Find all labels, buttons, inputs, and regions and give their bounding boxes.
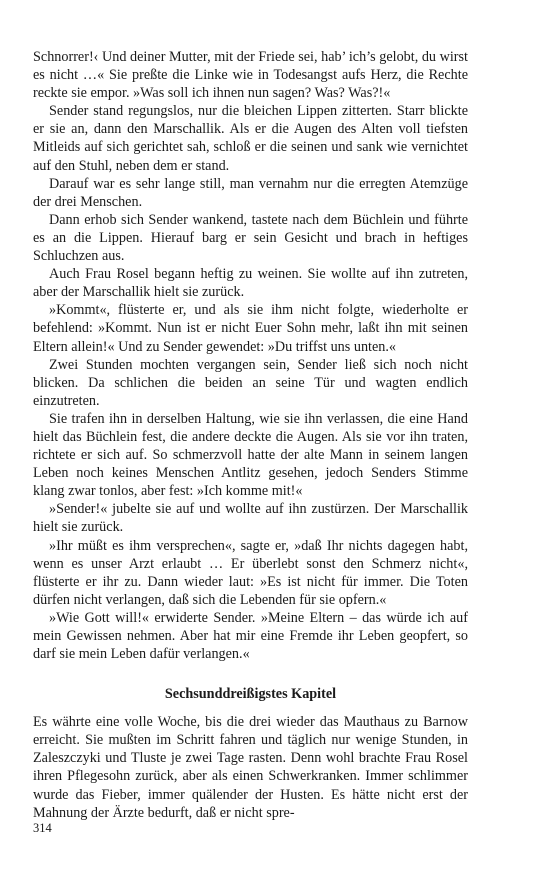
paragraph: Schnorrer!‹ Und deiner Mutter, mit der Friede sei, hab’ ich’s gelobt, du wirst es nicht …« Sie preßte die Linke wie in Todesangst aufs Herz, die Rechte reckte sie empor. »Was soll ich ihnen nun sagen? Was? Was?!« xyxy=(33,49,468,102)
paragraph: »Sender!« jubelte sie auf und wollte auf ihn zustürzen. Der Marschallik hielt sie zurück. xyxy=(33,501,468,536)
paragraph: »Ihr müßt es ihm versprechen«, sagte er, »daß Ihr nichts dagegen habt, wenn es unser Arzt erlaubt … Er überlebt sonst den Schmerz nicht«, flüsterte er ihr zu. Dann wieder laut: »Es ist nicht für immer. Die Toten dürfen nicht verlangen, daß sich die Lebenden für sie opfern.« xyxy=(33,537,468,608)
paragraph: »Kommt«, flüsterte er, und als sie ihm nicht folgte, wiederholte er befehlend: »Kommt. Nun ist er nicht Euer Sohn mehr, laßt ihn mit seinen Eltern allein!« Und zu Sender gewendet: »Du triffst uns unten.« xyxy=(33,302,468,355)
paragraph: Sender stand regungslos, nur die bleichen Lippen zitterten. Starr blickte er sie an, dann den Marschallik. Als er die Augen des Alten voll tiefsten Mitleids auf sich gerichtet sah, schloß er die seinen und sank wie vernichtet auf den Stuhl, neben dem er stand. xyxy=(33,103,468,174)
paragraph: Sie trafen ihn in derselben Haltung, wie sie ihn verlassen, die eine Hand hielt das Büchlein fest, die andere deckte die Augen. Als sie vor ihn traten, richtete er sich auf. So schmerzvoll hatte der alte Mann in seinem langen Leben noch keines Menschen Antlitz gesehen, jedoch Senders Stimme klang zwar tonlos, aber fest: »Ich komme mit!« xyxy=(33,410,468,500)
paragraph: Darauf war es sehr lange still, man vernahm nur die erregten Atemzüge der drei Menschen. xyxy=(33,175,468,210)
paragraph: Auch Frau Rosel begann heftig zu weinen. Sie wollte auf ihn zutreten, aber der Marschallik hielt sie zurück. xyxy=(33,266,468,301)
paragraph: »Wie Gott will!« erwiderte Sender. »Meine Eltern – das würde ich auf mein Gewissen nehmen. Aber hat mir eine Fremde ihr Leben geopfert, so darf sie mein Leben dafür verlangen.« xyxy=(33,609,468,663)
paragraph: Zwei Stunden mochten vergangen sein, Sender ließ sich noch nicht blicken. Da schlichen die beiden an seine Tür und wagten endlich einzutreten. xyxy=(33,356,468,409)
section-1-text xyxy=(33,48,468,663)
paragraph: Dann erhob sich Sender wankend, tastete nach dem Büchlein und führte es an die Lippen. Hierauf barg er sein Gesicht und brach in heftiges Schluchzen aus. xyxy=(33,211,468,265)
paragraph: Es währte eine volle Woche, bis die drei wieder das Mauthaus zu Barnow erreicht. Sie mußten im Schritt fahren und täglich nur wenige Stunden, in Zaleszczyki und Tluste je zwei Tage rasten. Denn wohl brachte Frau Rosel ihren Pflegesohn zurück, aber als einen Schwerkranken. Immer schlimmer wurde das Fieber, immer quälender der Husten. Es hätte nicht erst der Mahnung der Ärzte bedurft, daß er nicht spre- xyxy=(33,714,468,821)
page-number: 314 xyxy=(33,821,52,835)
section-2-text xyxy=(33,713,468,822)
chapter-title: Sechsunddreißigstes Kapitel xyxy=(164,686,337,703)
